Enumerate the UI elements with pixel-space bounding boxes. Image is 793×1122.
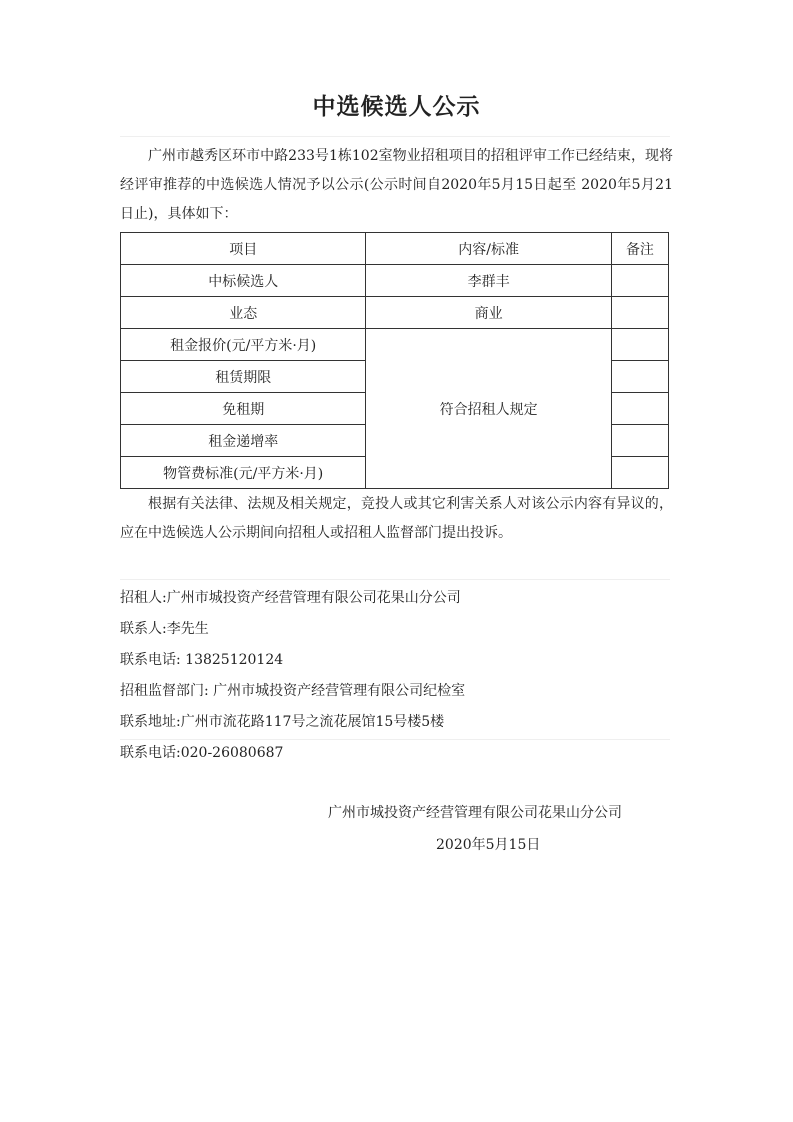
header-item: 项目 bbox=[121, 233, 366, 265]
divider bbox=[120, 136, 670, 137]
row-content: 商业 bbox=[366, 297, 611, 329]
signature-date: 2020年5月15日 bbox=[436, 837, 541, 853]
contact-supervisor: 招租监督部门: 广州市城投资产经营管理有限公司纪检室 bbox=[120, 683, 466, 699]
contact-phone-2: 联系电话:020-26080687 bbox=[120, 745, 284, 761]
row-note bbox=[611, 265, 668, 297]
row-content: 李群丰 bbox=[366, 265, 611, 297]
row-item: 租赁期限 bbox=[121, 361, 366, 393]
contact-phone: 联系电话: 13825120124 bbox=[120, 652, 284, 668]
row-note bbox=[611, 361, 668, 393]
row-item: 业态 bbox=[121, 297, 366, 329]
header-content: 内容/标准 bbox=[366, 233, 611, 265]
row-note bbox=[611, 425, 668, 457]
complaint-paragraph: 根据有关法律、法规及相关规定，竞投人或其它利害关系人对该公示内容有异议的，应在中选候选人公示期间向招租人或招租人监督部门提出投诉。 bbox=[120, 496, 673, 541]
row-item: 租金报价(元/平方米·月) bbox=[121, 329, 366, 361]
row-item: 物管费标准(元/平方米·月) bbox=[121, 457, 366, 489]
page-title: 中选候选人公示 bbox=[312, 94, 481, 120]
contact-person: 联系人:李先生 bbox=[120, 621, 209, 637]
row-item: 中标候选人 bbox=[121, 265, 366, 297]
row-item: 免租期 bbox=[121, 393, 366, 425]
row-item: 租金递增率 bbox=[121, 425, 366, 457]
contact-list bbox=[120, 584, 673, 770]
header-note: 备注 bbox=[611, 233, 668, 265]
divider bbox=[120, 579, 670, 580]
contact-address: 联系地址:广州市流花路117号之流花展馆15号楼5楼 bbox=[120, 714, 445, 730]
row-note bbox=[611, 297, 668, 329]
merged-content-cell: 符合招租人规定 bbox=[366, 329, 611, 489]
signature-org: 广州市城投资产经营管理有限公司花果山分公司 bbox=[328, 805, 622, 821]
row-note bbox=[611, 329, 668, 361]
candidate-table bbox=[120, 232, 669, 489]
row-note bbox=[611, 393, 668, 425]
table-row bbox=[121, 265, 669, 297]
table-header-row bbox=[121, 233, 669, 265]
row-note bbox=[611, 457, 668, 489]
table-row bbox=[121, 329, 669, 361]
table-row bbox=[121, 297, 669, 329]
intro-paragraph: 广州市越秀区环市中路233号1栋102室物业招租项目的招租评审工作已经结束，现将经评审推荐的中选候选人情况予以公示(公示时间自2020年5月15日起至 2020年5月21日止)，具体如下： bbox=[120, 148, 673, 222]
contact-lessor: 招租人:广州市城投资产经营管理有限公司花果山分公司 bbox=[120, 590, 461, 606]
